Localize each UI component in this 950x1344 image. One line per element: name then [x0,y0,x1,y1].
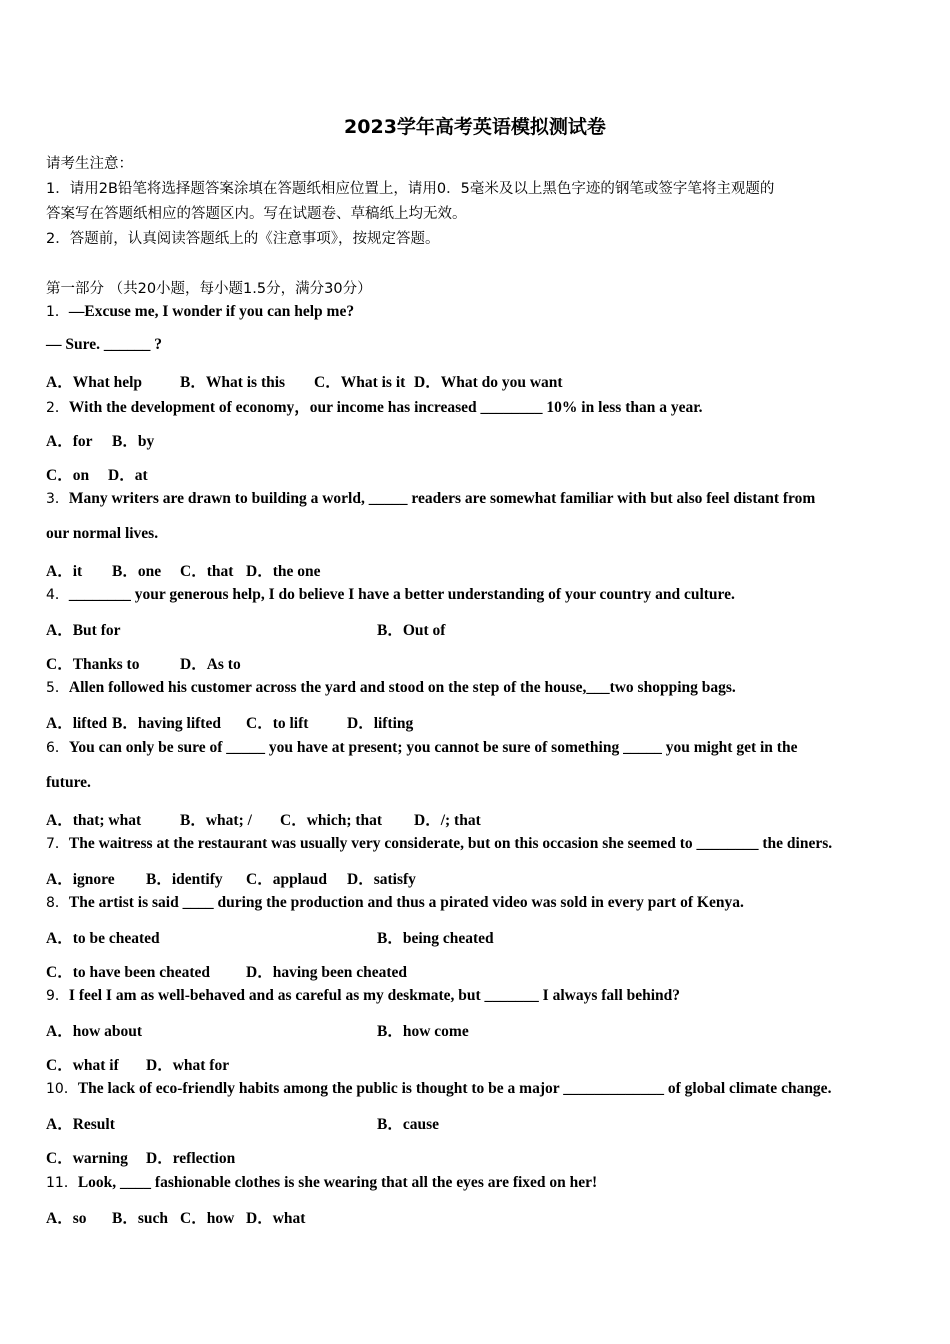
option-a[interactable]: A．But for [46,622,121,639]
option-d[interactable]: D．As to [180,656,241,673]
option-a[interactable]: A．What help [46,374,143,391]
question-text: —Excuse me, I wonder if you can help me? [68,303,355,320]
option-c[interactable]: C．applaud [246,871,327,888]
option-b[interactable]: B．by [112,433,155,450]
question-number: 3． [46,491,69,507]
option-b[interactable]: B．having lifted [112,715,221,732]
question-3-line-2: our normal lives. [46,525,159,542]
question-9 [46,985,680,1005]
option-c[interactable]: C．What is it [314,374,406,391]
question-11 [46,1172,597,1192]
question-number: 10． [46,1081,78,1097]
question-text: I feel I am as well-behaved and as careful as my deskmate, but _______ I always fall behind? [68,987,681,1004]
question-4 [46,584,735,604]
question-text: ________ your generous help, I do believe I have a better understanding of your country and culture. [68,586,735,603]
question-number: 4． [46,587,69,603]
notice-line-3: 2．答题前，认真阅读答题纸上的《注意事项》，按规定答题。 [46,231,440,247]
option-b[interactable]: B．one [112,563,162,580]
option-a[interactable]: A．ignore [46,871,115,888]
question-number: 2． [46,400,69,416]
option-c[interactable]: C．Thanks to [46,656,140,673]
option-b[interactable]: B．how come [377,1023,469,1040]
option-d[interactable]: D．what [246,1210,306,1227]
question-2 [46,395,703,417]
question-6-line-2: future. [46,774,91,791]
option-c[interactable]: C．on [46,467,90,484]
question-number: 1． [46,304,69,320]
question-text: Many writers are drawn to building a world, _____ readers are somewhat familiar with but also feel distant from [68,490,816,507]
option-b[interactable]: B．identify [146,871,223,888]
option-d[interactable]: D．lifting [347,715,414,732]
page-title: 2023学年高考英语模拟测试卷 [344,116,606,138]
question-number: 8． [46,895,69,911]
option-a[interactable]: A．lifted [46,715,108,732]
option-c[interactable]: C．to lift [246,715,309,732]
option-a[interactable]: A．for [46,433,93,450]
option-c[interactable]: C．to have been cheated [46,964,211,981]
question-6 [46,737,797,757]
question-text: Look, ____ fashionable clothes is she wearing that all the eyes are fixed on her! [77,1174,598,1191]
option-a[interactable]: A．how about [46,1023,143,1040]
option-d[interactable]: D．the one [246,563,321,580]
option-a[interactable]: A．Result [46,1116,115,1133]
question-text: You can only be sure of _____ you have at present; you cannot be sure of something _____ you might get in the [68,739,798,756]
question-text: The lack of eco-friendly habits among the public is thought to be a major _____________ of global climate change. [77,1080,832,1097]
option-b[interactable]: B．what; / [180,812,252,829]
option-b[interactable]: B．such [112,1210,168,1227]
option-d[interactable]: D．reflection [146,1150,236,1167]
option-d[interactable]: D．What do you want [414,374,563,391]
notice-line-2: 答案写在答题纸相应的答题区内。写在试题卷、草稿纸上均无效。 [46,206,467,222]
question-number: 9． [46,988,69,1004]
notice-heading: 请考生注意： [46,156,133,172]
option-d[interactable]: D．/; that [414,812,481,829]
option-a[interactable]: A．to be cheated [46,930,160,947]
question-number: 5． [46,680,69,696]
option-b[interactable]: B．What is this [180,374,286,391]
question-number: 7． [46,836,69,852]
question-3 [46,488,815,508]
option-c[interactable]: C．warning [46,1150,128,1167]
option-b[interactable]: B．Out of [377,622,446,639]
option-a[interactable]: A．it [46,563,83,580]
option-c[interactable]: C．that [180,563,234,580]
question-number: 11． [46,1175,78,1191]
question-1 [46,301,354,321]
option-d[interactable]: D．what for [146,1057,230,1074]
option-c[interactable]: C．how [180,1210,235,1227]
question-7 [46,833,832,853]
notice-line-1: 1．请用2B铅笔将选择题答案涂填在答题纸相应位置上，请用0．5毫米及以上黑色字迹的钢笔或签字笔将主观题的 [46,181,775,197]
question-text: Allen followed his customer across the yard and stood on the step of the house,___two shopping bags. [68,679,736,696]
option-b[interactable]: B．cause [377,1116,440,1133]
question-text: With the development of economy，our income has increased ________ 10% in less than a year. [68,399,703,416]
question-text: The artist is said ____ during the production and thus a pirated video was sold in every part of Kenya. [68,894,744,911]
question-text: The waitress at the restaurant was usually very considerate, but on this occasion she seemed to ________ the diners. [68,835,833,852]
question-8 [46,892,744,912]
option-d[interactable]: D．satisfy [347,871,416,888]
option-a[interactable]: A．so [46,1210,87,1227]
option-c[interactable]: C．what if [46,1057,119,1074]
question-number: 6． [46,740,69,756]
option-d[interactable]: D．at [108,467,148,484]
question-10 [46,1078,831,1098]
question-5 [46,677,736,697]
section-heading: 第一部分 （共20小题，每小题1.5分，满分30分） [46,281,372,297]
option-d[interactable]: D．having been cheated [246,964,408,981]
option-a[interactable]: A．that; what [46,812,142,829]
option-b[interactable]: B．being cheated [377,930,494,947]
option-c[interactable]: C．which; that [280,812,383,829]
question-1-line-2: — Sure. ______ ? [46,336,162,353]
